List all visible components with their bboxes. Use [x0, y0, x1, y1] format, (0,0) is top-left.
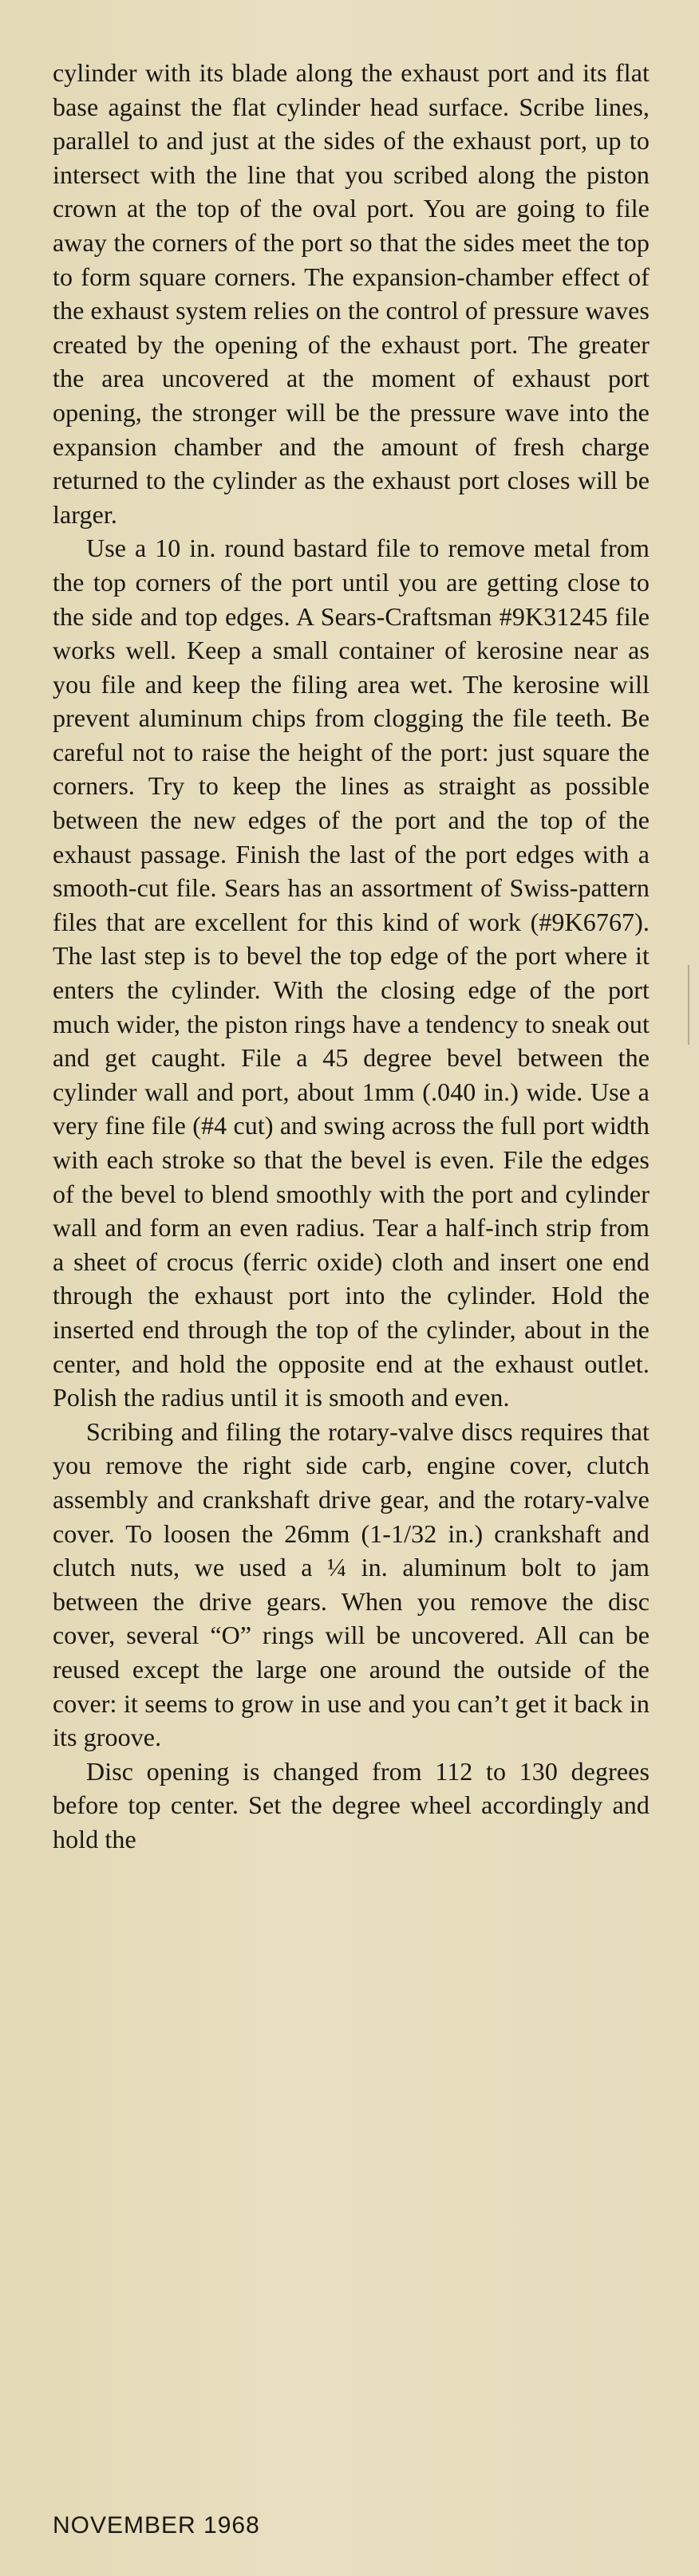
article-paragraph-1: cylinder with its blade along the exhaust port and its flat base against the flat cylinder head surface. Scribe lines, parallel to and just at the sides of the exhaust port, up to intersect with the line that you scribed along the piston crown at the top of the oval port. You are going to file away the corners of the port so that the sides meet the top to form square corners. The expansion-chamber effect of the exhaust system relies on the control of pressure waves created by the opening of the exhaust port. The greater the area uncovered at the moment of exhaust port opening, the stronger will be the pressure wave into the expansion chamber and the amount of fresh charge returned to the cylinder as the exhaust port closes will be larger.: [53, 58, 650, 529]
issue-footer: NOVEMBER 1968: [53, 2512, 260, 2539]
article-paragraph-2: Use a 10 in. round bastard file to remove metal from the top corners of the port until you are getting close to the side and top edges. A Sears-Craftsman #9K31245 file works well. Keep a small container of kerosine near as you file and keep the filing area wet. The kerosine will prevent aluminum chips from clogging the file teeth. Be careful not to raise the height of the port: just square the corners. Try to keep the lines as straight as possible between the new edges of the port and the top of the exhaust passage. Finish the last of the port edges with a smooth-cut file. Sears has an assortment of Swiss-pattern files that are excellent for this kind of work (#9K6767). The last step is to bevel the top edge of the port where it enters the cylinder. With the closing edge of the port much wider, the piston rings have a tendency to sneak out and get caught. File a 45 degree bevel between the cylinder wall and port, about 1mm (.040 in.) wide. Use a very fine file (#4 cut) and swing across the full port width with each stroke so that the bevel is even. File the edges of the bevel to blend smoothly with the port and cylinder wall and form an even radius. Tear a half-inch strip from a sheet of crocus (ferric oxide) cloth and insert one end through the exhaust port into the cylinder. Hold the inserted end through the top of the cylinder, about in the center, and hold the opposite end at the exhaust outlet. Polish the radius until it is smooth and even.: [53, 534, 650, 1412]
page-edge-mark: [688, 965, 689, 1045]
article-paragraph-3: Scribing and filing the rotary-valve discs requires that you remove the right side carb, engine cover, clutch assembly and crankshaft drive gear, and the rotary-valve cover. To loosen the 26mm (1-1/32 in.) crankshaft and clutch nuts, we used a ¼ in. aluminum bolt to jam between the drive gears. When you remove the disc cover, several “O” rings will be uncovered. All can be reused except the large one around the outside of the cover: it seems to grow in use and you can’t get it back in its groove.: [53, 1416, 650, 1752]
article-column: [53, 56, 650, 1856]
article-paragraph-4: Disc opening is changed from 112 to 130 degrees before top center. Set the degree wheel accordingly and hold the: [53, 1756, 650, 1853]
